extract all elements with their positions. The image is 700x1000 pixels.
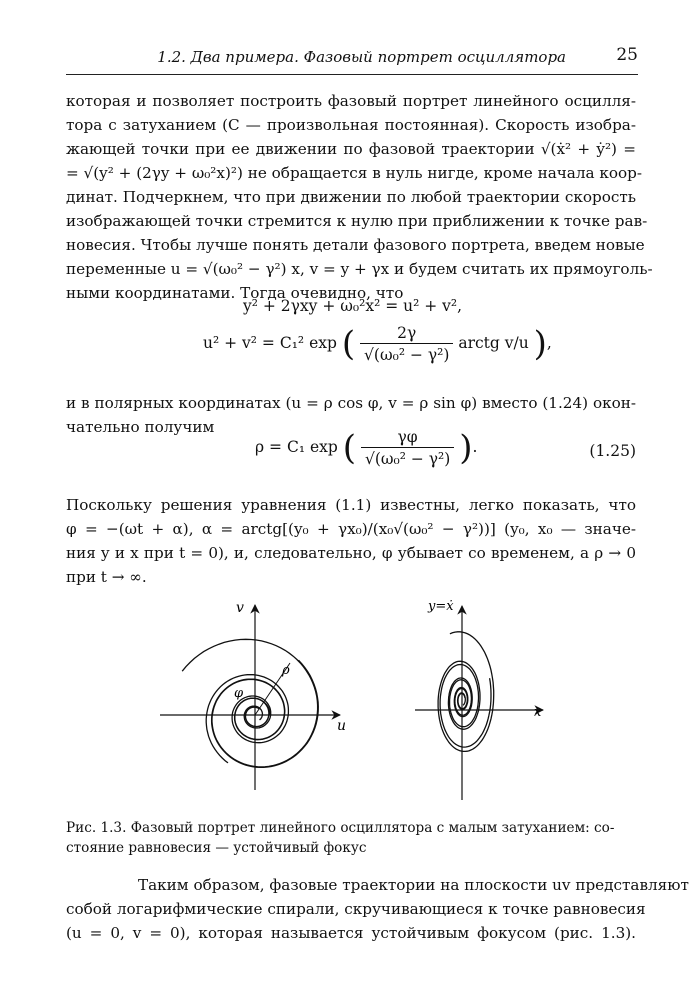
equation-3-numerator: γφ bbox=[361, 428, 454, 448]
text-line: изображающей точки стремится к нулю при приближении к точке рав- bbox=[66, 212, 648, 230]
equation-2-lhs: u² + v² = C₁² exp bbox=[203, 334, 337, 352]
section-title: 1.2. Два примера. Фазовый портрет осциллятора bbox=[157, 48, 566, 66]
text-line: чательно получим bbox=[66, 418, 215, 436]
text-line: переменные u = √(ω₀² − γ²) x, v = y + γx и будем считать их прямоуголь- bbox=[66, 260, 653, 278]
equation-3: ρ = C₁ exp ( $\frac{\gamma\varphi}{\text{√(ω₀² − γ²)}}$ ). bbox=[255, 428, 478, 468]
left-spiral-trajectory bbox=[212, 660, 319, 767]
equation-2-denominator: √(ω₀² − γ²) bbox=[364, 346, 450, 364]
page-number: 25 bbox=[616, 45, 638, 65]
text-line: ными координатами. Тогда очевидно, что bbox=[66, 284, 404, 302]
equation-3-period: . bbox=[472, 438, 478, 456]
equation-1: y² + 2γxy + ω₀²x² = u² + v², bbox=[243, 297, 463, 315]
right-spiral-group bbox=[438, 632, 494, 752]
text-line: Поскольку решения уравнения (1.1) известны, легко показать, что bbox=[66, 496, 636, 514]
left-spiral-trajectory bbox=[182, 639, 317, 767]
text-line: ния y и x при t = 0), и, следовательно, φ убывает со временем, а ρ → 0 bbox=[66, 544, 636, 562]
right-axis-y-label: y=ẋ bbox=[428, 599, 454, 614]
equation-2: u² + v² = C₁² exp ( $\frac{2\gamma}{\text{√(ω₀² − γ²)}}$ arctg v/u ), bbox=[203, 324, 552, 364]
left-axis-v-label: v bbox=[236, 600, 244, 616]
text-line: жающей точки при ее движении по фазовой траектории √(ẋ² + ẏ²) = bbox=[66, 140, 636, 158]
text-line: (u = 0, v = 0), которая называется устойчивым фокусом (рис. 1.3). bbox=[66, 924, 636, 942]
rho-label: ρ bbox=[282, 663, 290, 678]
equation-3-lhs: ρ = C₁ exp bbox=[255, 438, 338, 456]
left-axis-u-label: u bbox=[337, 718, 347, 734]
text-line: динат. Подчеркнем, что при движении по любой траектории скорость bbox=[66, 188, 637, 206]
left-spiral-trajectory bbox=[206, 675, 288, 763]
text-line: и в полярных координатах (u = ρ cos φ, v = ρ sin φ) вместо (1.24) окон- bbox=[66, 394, 636, 412]
left-spiral-group bbox=[182, 639, 318, 767]
right-spiral-trajectory bbox=[440, 665, 491, 748]
text-line: тора с затуханием (C — произвольная постоянная). Скорость изобра- bbox=[66, 116, 636, 134]
equation-3-denominator: √(ω₀² − γ²) bbox=[364, 450, 451, 468]
text-line: новесия. Чтобы лучше понять детали фазового портрета, введем новые bbox=[66, 236, 645, 254]
equation-2-tail: arctg v/u bbox=[458, 334, 529, 352]
text-line: = √(y² + (2γy + ω₀²x)²) не обращается в нуль нигде, кроме начала коор- bbox=[66, 164, 643, 182]
text-line: Таким образом, фазовые траектории на плоскости uv представляют bbox=[138, 876, 689, 894]
figure-caption-line-1: Рис. 1.3. Фазовый портрет линейного осциллятора с малым затуханием: со- bbox=[66, 820, 615, 836]
text-line: φ = −(ωt + α), α = arctg[(y₀ + γx₀)/(x₀√(ω₀² − γ²))] (y₀, x₀ — значе- bbox=[66, 520, 636, 538]
equation-number: (1.25) bbox=[589, 442, 636, 460]
equation-2-numerator: 2γ bbox=[360, 324, 453, 344]
phi-label: φ bbox=[234, 686, 244, 701]
figure-caption-line-2: стояние равновесия — устойчивый фокус bbox=[66, 840, 367, 856]
right-axis-x-label: x bbox=[534, 705, 542, 720]
text-line: которая и позволяет построить фазовый портрет линейного осцилля- bbox=[66, 92, 636, 110]
text-line: собой логарифмические спирали, скручивающиеся к точке равновесия bbox=[66, 900, 646, 918]
text-line: при t → ∞. bbox=[66, 568, 147, 586]
